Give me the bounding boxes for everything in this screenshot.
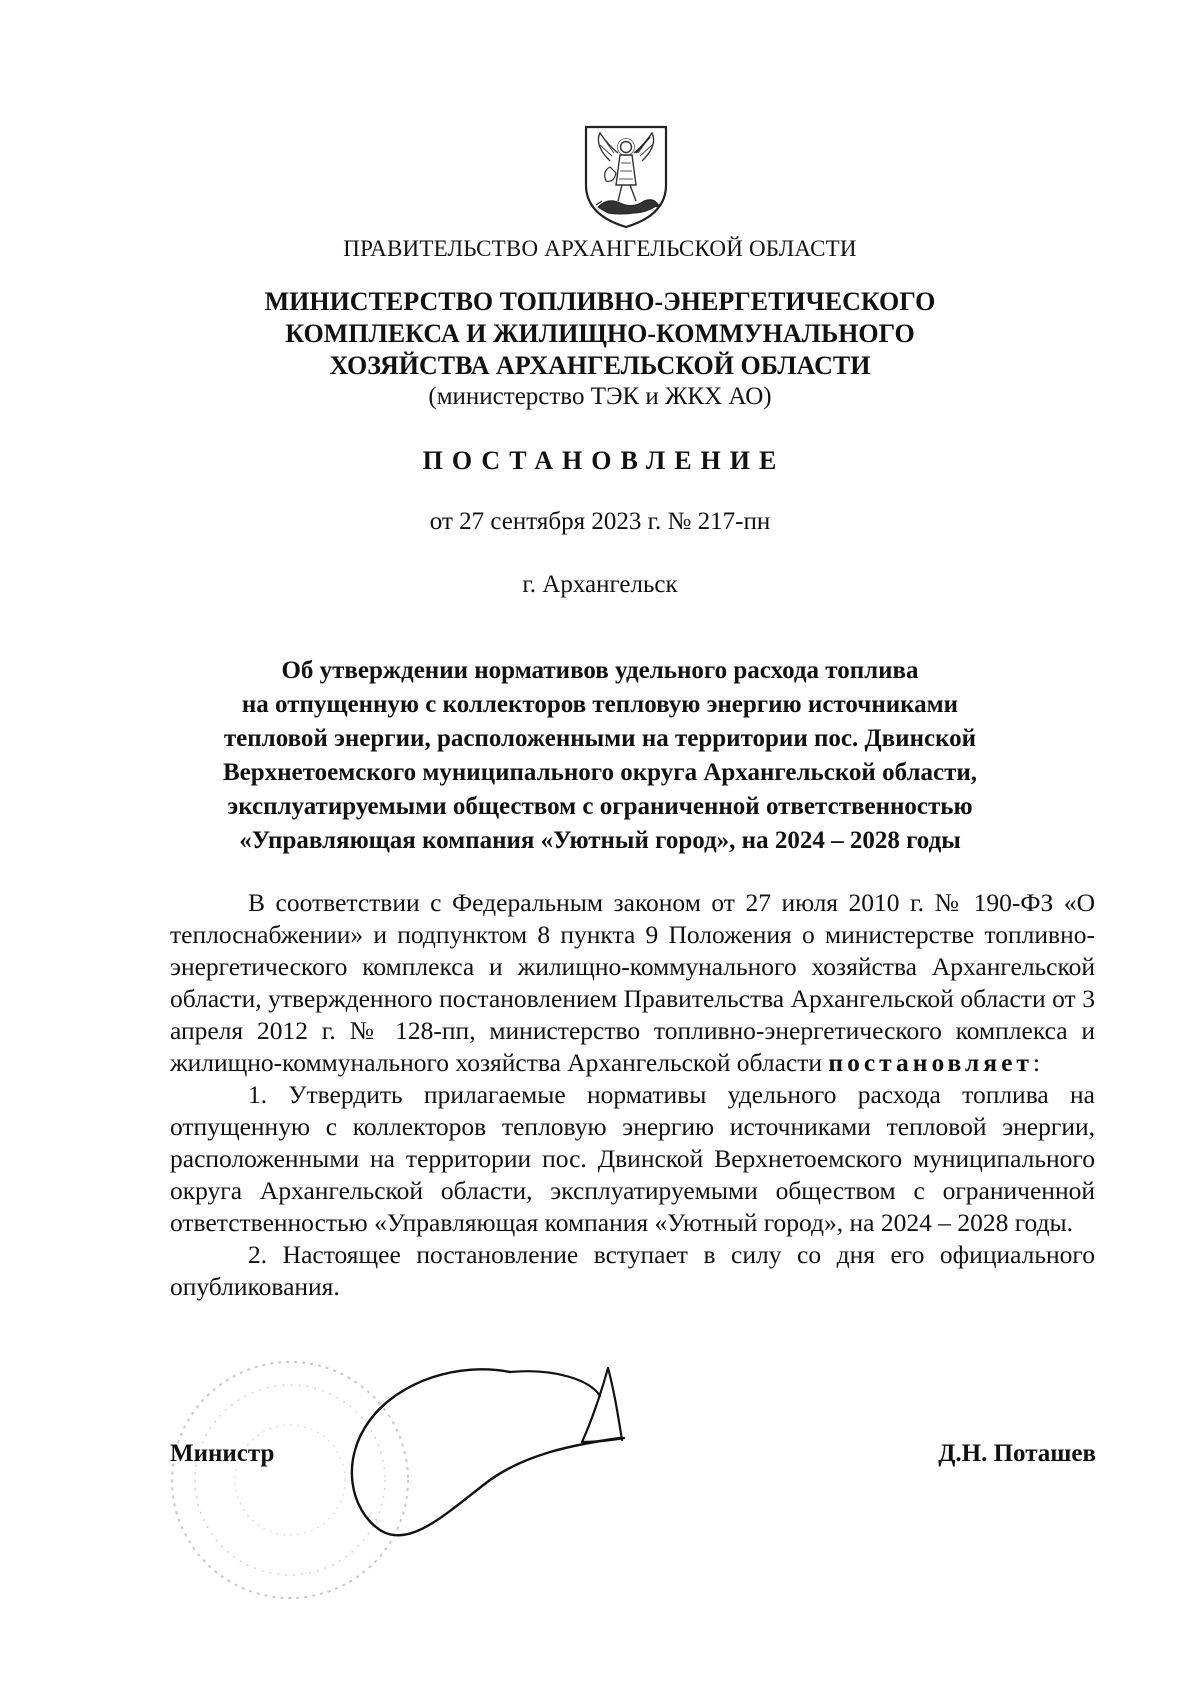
document-city: г. Архангельск [522,571,678,598]
decree-word: постановляет [828,1048,1033,1077]
document-title [0,654,1200,858]
signatory-name: Д.Н. Поташев [938,1440,1096,1467]
ministry-abbreviation: (министерство ТЭК и ЖКХ АО) [428,383,772,410]
title-line: эксплуатируемыми обществом с ограниченной ответственностью [227,793,973,820]
preamble-paragraph [170,887,1095,1079]
preamble-text: В соответствии с Федеральным законом от 27 июля 2010 г. № 190-ФЗ «О теплоснабжении» и подпунктом 8 пункта 9 Положения о министерстве топливно-энергетического комплекса и жилищно-коммунального хозяйства Архангельской области, утвержденного постановлением Правительства Архангельской области от 3 апреля 2012 г. № 128-пп, министерство топливно-энергетического комплекса и жилищно-коммунального хозяйства Архангельской области [170,888,1095,1077]
title-line: Об утверждении нормативов удельного расхода топлива [281,657,919,684]
ministry-name [0,286,1200,382]
government-name: ПРАВИТЕЛЬСТВО АРХАНГЕЛЬСКОЙ ОБЛАСТИ [343,236,857,261]
document-type: ПОСТАНОВЛЕНИЕ [422,446,786,475]
item-1-paragraph: 1. Утвердить прилагаемые нормативы удельного расхода топлива на отпущенную с коллекторов тепловую энергию источниками тепловой энергии, расположенными на территории пос. Двинской Верхнетоемского муниципального округа Архангельской области, эксплуатируемыми обществом с ограниченной ответственностью «Управляющая компания «Уютный город», на 2024 – 2028 годы. [170,1080,1095,1237]
arkhangelsk-coat-of-arms-icon [580,123,672,230]
decree-colon: : [1032,1048,1041,1077]
ministry-line: КОМПЛЕКСА И ЖИЛИЩНО-КОММУНАЛЬНОГО [285,319,915,348]
title-line: Верхнетоемского муниципального округа Архангельской области, [222,759,978,786]
ministry-line: МИНИСТЕРСТВО ТОПЛИВНО-ЭНЕРГЕТИЧЕСКОГО [264,287,936,316]
title-line: «Управляющая компания «Уютный город», на 2024 – 2028 годы [239,827,961,854]
item-2-paragraph: 2. Настоящее постановление вступает в силу со дня его официального опубликования. [170,1240,1095,1301]
ministry-line: ХОЗЯЙСТВА АРХАНГЕЛЬСКОЙ ОБЛАСТИ [329,351,871,380]
handwritten-signature-icon [340,1360,680,1560]
signatory-role: Министр [170,1440,275,1467]
title-line: на отпущенную с коллекторов тепловую энергию источниками [241,691,959,718]
document-date-number: от 27 сентября 2023 г. № 217-пн [429,508,771,535]
document-body [170,887,1095,1303]
title-line: тепловой энергии, расположенными на территории пос. Двинской [223,725,977,752]
